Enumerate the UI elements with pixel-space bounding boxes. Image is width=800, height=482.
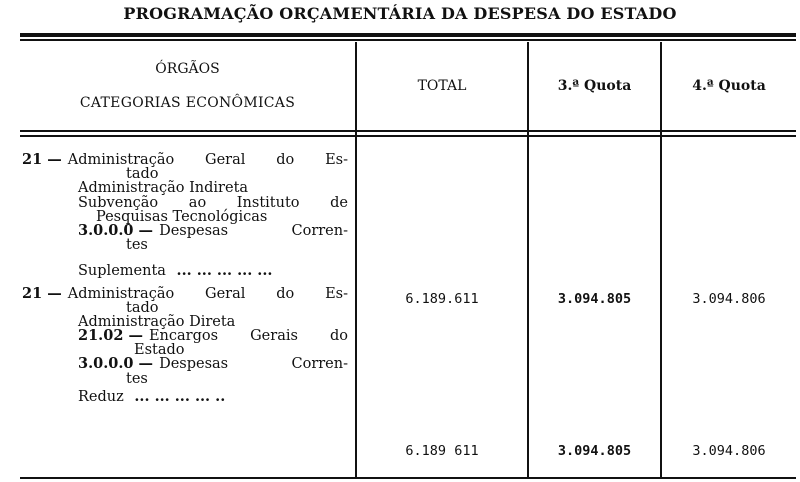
- entry-1-action-line: [22, 264, 348, 278]
- entry-2-category-line: [22, 357, 348, 371]
- entry-2-sub-line2: Estado: [134, 342, 185, 359]
- entry-1-org-line: [22, 153, 348, 167]
- entry-2-category-line2: tes: [126, 370, 148, 387]
- header-orgaos: ÓRGÃOS: [155, 61, 220, 77]
- column-divider-1: [355, 42, 357, 477]
- header-total: TOTAL: [417, 78, 467, 94]
- entry-1-category-line: [22, 221, 348, 239]
- entry-2-sub-code: 21.02 —: [78, 327, 143, 345]
- entry-2-unit: Administração Direta: [78, 313, 236, 330]
- header-rule-top: [20, 130, 796, 132]
- page-title: PROGRAMAÇÃO ORÇAMENTÁRIA DA DESPESA DO ESTADO: [123, 4, 677, 23]
- entry-2-leader: ... ... ... ... ..: [134, 387, 226, 405]
- entry-1-category-name: Despesas Corren-: [159, 222, 348, 239]
- entry-2-quota-4: 3.094.806: [692, 443, 766, 459]
- entry-1-subvencao-line2: Pesquisas Tecnológicas: [96, 208, 268, 225]
- top-rule-thick: [20, 33, 796, 37]
- entry-1-action: Suplementa: [78, 263, 166, 280]
- entry-2-org-name: Administração Geral do Es-: [67, 285, 348, 302]
- entry-2-org-line: [22, 284, 348, 302]
- bottom-rule: [20, 477, 796, 479]
- entry-2-action-line: [22, 387, 348, 405]
- entry-1-category-code: 3.0.0.0 —: [78, 221, 154, 239]
- entry-1-subvencao: Subvenção ao Instituto de: [78, 194, 348, 211]
- top-rule-thin: [20, 39, 796, 41]
- entry-1-unit: Administração Indireta: [78, 180, 249, 197]
- entry-2-quota-3: 3.094.805: [557, 443, 632, 459]
- entry-2-sub-line: [22, 329, 348, 343]
- entry-2-action: Reduz: [78, 388, 124, 405]
- entry-2-category-name: Despesas Corren-: [159, 356, 348, 373]
- column-divider-3: [660, 42, 662, 477]
- header-rule-bottom: [20, 135, 796, 137]
- column-divider-2: [527, 42, 529, 477]
- entry-1-total: 6.189.611: [405, 291, 479, 307]
- entry-2-category-code: 3.0.0.0 —: [78, 355, 154, 373]
- entries-description: [22, 153, 348, 404]
- entry-1-org-name: Administração Geral do Es-: [67, 152, 348, 168]
- entry-2-org-line2: tado: [126, 299, 159, 316]
- entry-1-quota-3: 3.094.805: [557, 291, 632, 307]
- entry-1-category-line2: tes: [126, 237, 148, 254]
- header-categorias: CATEGORIAS ECONÔMICAS: [79, 95, 296, 111]
- entry-2-sub-name: Encargos Gerais do: [148, 328, 348, 345]
- entry-2-org-code: 21 —: [22, 284, 62, 302]
- entry-1-leader: ... ... ... ... ...: [176, 262, 273, 280]
- header-quota-3: 3.ª Quota: [557, 78, 632, 94]
- header-quota-4: 4.ª Quota: [692, 78, 766, 94]
- entry-2-total: 6.189 611: [405, 443, 479, 459]
- entry-1-quota-4: 3.094.806: [692, 291, 766, 307]
- entry-1-org-line2: tado: [126, 166, 159, 183]
- entry-1-org-code: 21 —: [22, 151, 62, 168]
